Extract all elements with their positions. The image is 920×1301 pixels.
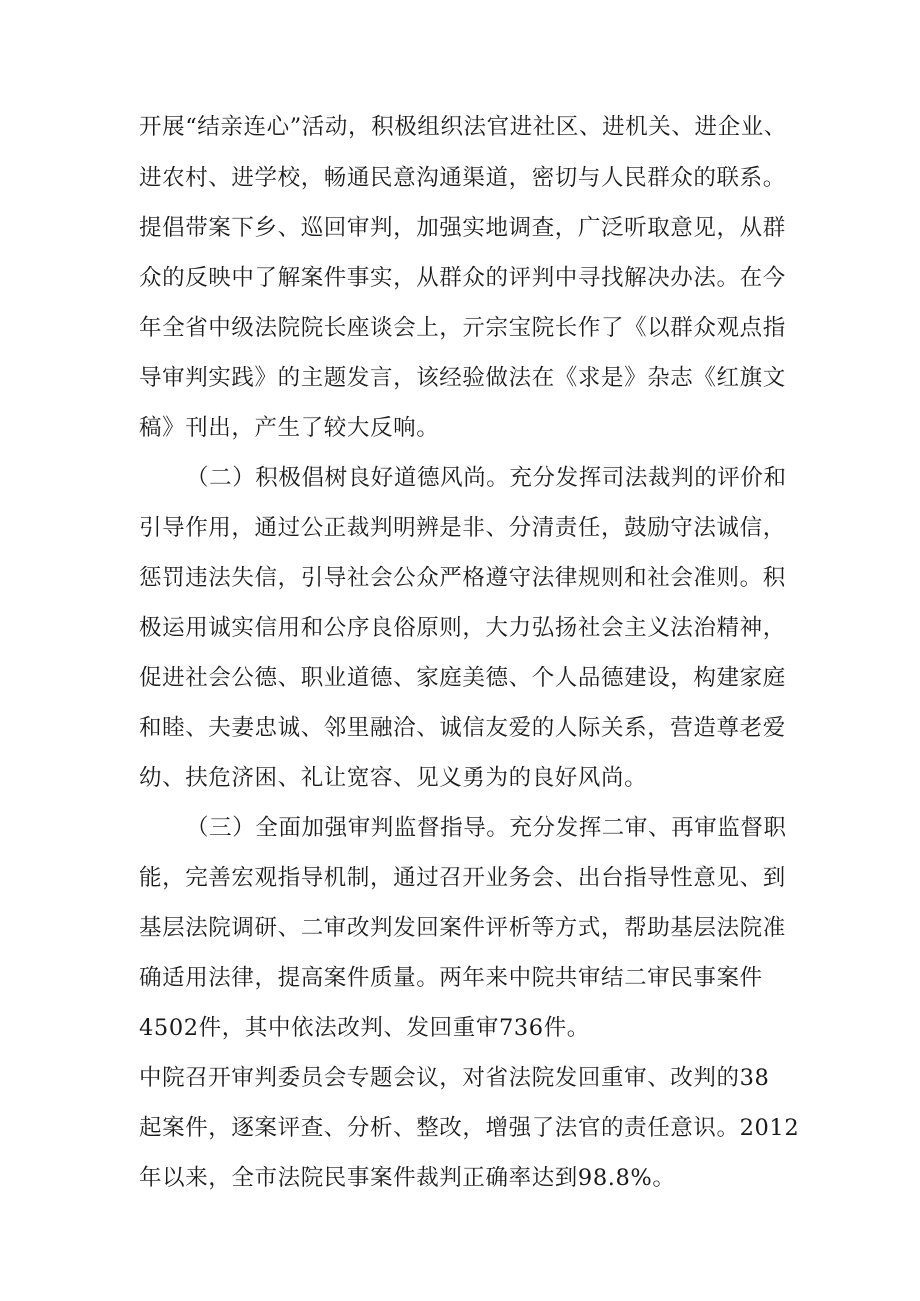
paragraph-1-line-2: 进农村、进学校，畅通民意沟通渠道，密切与人民群众的联系。 [139,165,786,191]
paragraph-2-line-1: （二）积极倡树良好道德风尚。充分发挥司法裁判的评价和 [186,465,787,491]
paragraph-4-line-3: 年以来，全市法院民事案件裁判正确率达到98.8%。 [139,1165,676,1191]
paragraph-1-line-6: 导审判实践》的主题发言，该经验做法在《求是》杂志《红旗文 [139,365,786,391]
paragraph-2-line-6: 和睦、夫妻忠诚、邻里融洽、诚信友爱的人际关系，营造尊老爱 [139,715,786,741]
paragraph-1-line-3: 提倡带案下乡、巡回审判，加强实地调查，广泛听取意见，从群 [139,215,786,241]
paragraph-3-line-5: 4502件，其中依法改判、发回重审736件。 [139,1015,590,1041]
paragraph-3-line-4: 确适用法律，提高案件质量。两年来中院共审结二审民事案件 [139,965,763,991]
paragraph-2-line-7: 幼、扶危济困、礼让宽容、见义勇为的良好风尚。 [139,765,648,791]
paragraph-3-line-1: （三）全面加强审判监督指导。充分发挥二审、再审监督职 [186,815,787,841]
paragraph-1-line-7: 稿》刊出，产生了较大反响。 [139,415,440,441]
paragraph-2-line-5: 促进社会公德、职业道德、家庭美德、个人品德建设，构建家庭 [139,665,786,691]
paragraph-1-line-5: 年全省中级法院院长座谈会上，亓宗宝院长作了《以群众观点指 [139,315,786,341]
paragraph-1-line-4: 众的反映中了解案件事实，从群众的评判中寻找解决办法。在今 [139,265,786,291]
paragraph-2-line-3: 惩罚违法失信，引导社会公众严格遵守法律规则和社会准则。积 [139,565,786,591]
paragraph-3-line-3: 基层法院调研、二审改判发回案件评析等方式，帮助基层法院准 [139,915,786,941]
paragraph-1-line-1: 开展“结亲连心”活动，积极组织法官进社区、进机关、进企业、 [139,114,787,140]
paragraph-2-line-4: 极运用诚实信用和公序良俗原则，大力弘扬社会主义法治精神， [139,615,786,641]
paragraph-2-line-2: 引导作用，通过公正裁判明辨是非、分清责任，鼓励守法诚信， [139,515,786,541]
paragraph-4-line-2: 起案件，逐案评查、分析、整改，增强了法官的责任意识。2012 [139,1115,800,1141]
paragraph-3-line-2: 能，完善宏观指导机制，通过召开业务会、出台指导性意见、到 [139,865,786,891]
paragraph-4-line-1: 中院召开审判委员会专题会议，对省法院发回重审、改判的38 [139,1065,770,1091]
